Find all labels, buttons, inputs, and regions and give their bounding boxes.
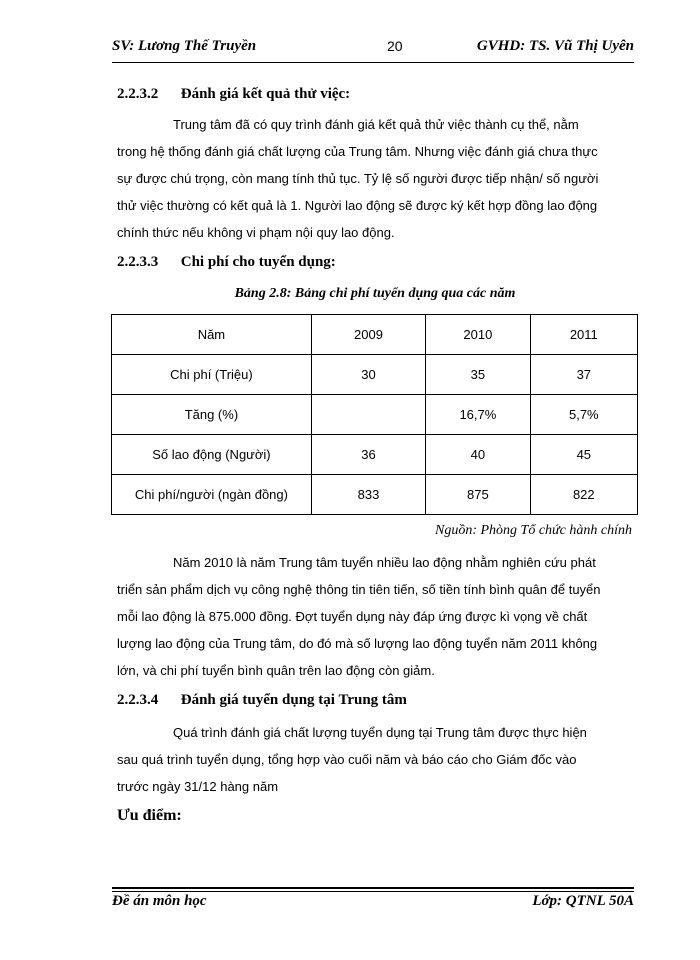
- heading-number: 2.2.3.4: [117, 692, 159, 708]
- footer-course: Đề án môn học: [112, 893, 207, 909]
- table-cell: 875: [426, 475, 530, 515]
- table-cell: 36: [311, 435, 425, 475]
- table-header-cell: 2009: [311, 315, 425, 355]
- heading-2234: [117, 692, 407, 709]
- header-student: SV: Lương Thế Truyền: [112, 38, 257, 54]
- table-header-cell: 2010: [426, 315, 530, 355]
- page-number: 20: [387, 38, 403, 54]
- footer-class: Lớp: QTNL 50A: [532, 893, 634, 909]
- table-cell: Số lao động (Người): [112, 435, 312, 475]
- heading-number: 2.2.3.2: [117, 86, 159, 102]
- table-cell: Tăng (%): [112, 395, 312, 435]
- table-cell: 16,7%: [426, 395, 530, 435]
- paragraph-evaluation: [117, 719, 631, 800]
- heading-title: Đánh giá kết quả thử việc:: [180, 86, 351, 102]
- table-row: [112, 355, 638, 395]
- paragraph-line: lớn, và chi phí tuyển bình quân trên lao động còn giảm.: [117, 663, 435, 678]
- table-cell: 30: [311, 355, 425, 395]
- table-row: [112, 395, 638, 435]
- table-header-cell: Năm: [112, 315, 312, 355]
- paragraph-line: Năm 2010 là năm Trung tâm tuyển nhiều lao động nhằm nghiên cứu phát: [173, 555, 596, 570]
- paragraph-line: triển sản phẩm dịch vụ công nghệ thông tin tiên tiến, số tiền tính bình quân để tuyển: [117, 582, 601, 597]
- table-cell: 833: [311, 475, 425, 515]
- table-cell: Chi phí (Triệu): [112, 355, 312, 395]
- table-cell: 5,7%: [530, 395, 637, 435]
- table-caption: [0, 286, 700, 302]
- table-cell: [311, 395, 425, 435]
- heading-number: 2.2.3.3: [117, 254, 159, 270]
- paragraph-line: lượng lao động của Trung tâm, do đó mà số lượng lao động tuyển năm 2011 không: [117, 636, 598, 651]
- table-cell: 35: [426, 355, 530, 395]
- paragraph-line: chính thức nếu không vi phạm nội quy lao động.: [117, 225, 395, 240]
- paragraph-probation: [117, 111, 631, 246]
- table-row: [112, 435, 638, 475]
- heading-advantages: Ưu điểm:: [117, 807, 182, 824]
- page-header: [112, 38, 634, 60]
- table-row: [112, 475, 638, 515]
- page-footer: [112, 893, 634, 915]
- heading-title: Chi phí cho tuyển dụng:: [180, 254, 336, 270]
- footer-rule: [112, 887, 634, 889]
- table-source: Nguồn: Phòng Tổ chức hành chính: [434, 523, 632, 538]
- header-rule: [112, 62, 634, 63]
- heading-title: Đánh giá tuyển dụng tại Trung tâm: [180, 692, 407, 708]
- paragraph-analysis: [117, 549, 631, 684]
- table-cell: 822: [530, 475, 637, 515]
- table-caption-text: Bảng 2.8: Bảng chi phí tuyển dụng qua các năm: [234, 286, 516, 301]
- paragraph-line: Trung tâm đã có quy trình đánh giá kết quả thử việc thành cụ thể, nằm: [173, 117, 579, 132]
- paragraph-line: Quá trình đánh giá chất lượng tuyển dụng tại Trung tâm được thực hiện: [173, 725, 587, 740]
- table-cell: 45: [530, 435, 637, 475]
- recruitment-cost-table: [111, 314, 638, 515]
- paragraph-line: sự được chú trọng, còn mang tính thủ tục. Tỷ lệ số người được tiếp nhận/ số người: [117, 171, 599, 186]
- table-header-cell: 2011: [530, 315, 637, 355]
- heading-2233: [117, 254, 336, 271]
- paragraph-line: trong hệ thống đánh giá chất lượng của Trung tâm. Nhưng việc đánh giá chưa thực: [117, 144, 598, 159]
- heading-2232: [117, 86, 350, 103]
- paragraph-line: trước ngày 31/12 hàng năm: [117, 779, 279, 794]
- table-cell: Chi phí/người (ngàn đồng): [112, 475, 312, 515]
- paragraph-line: thử việc thường có kết quả là 1. Người lao động sẽ được ký kết hợp đồng lao động: [117, 198, 598, 213]
- table-header-row: [112, 315, 638, 355]
- footer-rule-thin: [112, 891, 634, 892]
- paragraph-line: mỗi lao động là 875.000 đồng. Đợt tuyển dụng này đáp ứng được kì vọng về chất: [117, 609, 588, 624]
- header-advisor: GVHD: TS. Vũ Thị Uyên: [476, 38, 634, 54]
- table-cell: 40: [426, 435, 530, 475]
- paragraph-line: sau quá trình tuyển dụng, tổng hợp vào cuối năm và báo cáo cho Giám đốc vào: [117, 752, 577, 767]
- table-cell: 37: [530, 355, 637, 395]
